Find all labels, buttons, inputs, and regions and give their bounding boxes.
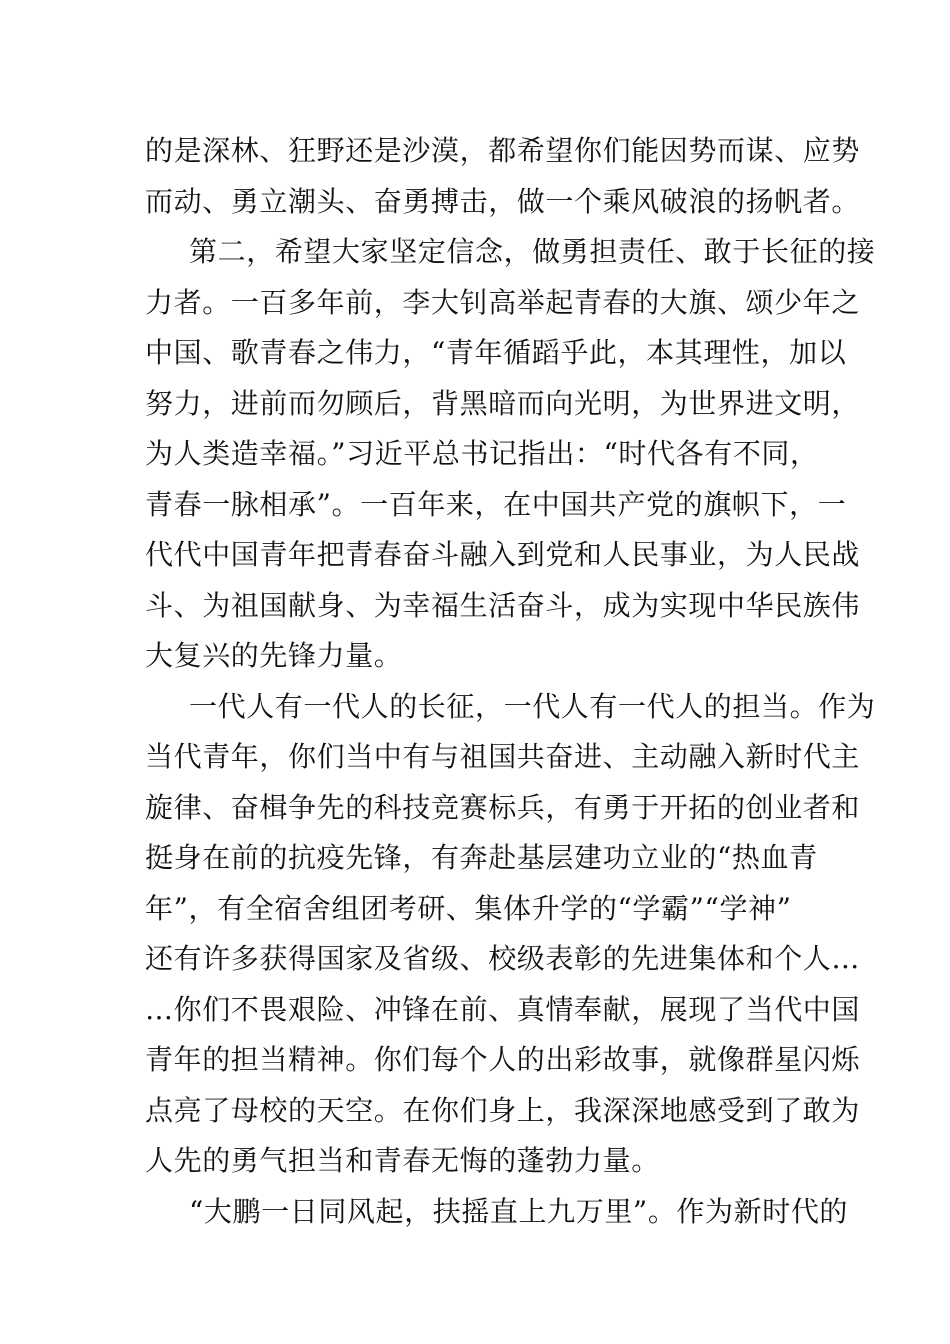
text-line: 大复兴的先锋力量。 — [145, 639, 403, 672]
text-line: 挺身在前的抗疫先锋，有奔赴基层建功立业的“热血青 — [145, 841, 818, 874]
text-line: 而动、勇立潮头、奋勇搏击，做一个乘风破浪的扬帆者。 — [145, 184, 861, 218]
text-line: “大鹏一日同风起，扶摇直上九万里”。作为新时代的 — [189, 1194, 849, 1228]
text-line: 青春一脉相承”。一百年来，在中国共产党的旗帜下，一 — [145, 487, 847, 521]
text-line: …你们不畏艰险、冲锋在前、真情奉献，展现了当代中国 — [145, 992, 861, 1026]
text-line: 代代中国青年把青春奋斗融入到党和人民事业，为人民战 — [145, 538, 861, 571]
text-line: 力者。一百多年前，李大钊高举起青春的大旗、颂少年之 — [145, 285, 861, 319]
text-line: 当代青年，你们当中有与祖国共奋进、主动融入新时代主 — [145, 740, 861, 773]
text-line: 还有许多获得国家及省级、校级表彰的先进集体和个人… — [145, 942, 861, 975]
text-line: 第二，希望大家坚定信念，做勇担责任、敢于长征的接 — [189, 235, 876, 268]
text-line: 为人类造幸福。”习近平总书记指出：“时代各有不同， — [145, 437, 819, 470]
document-body-text — [145, 126, 876, 1237]
text-line: 的是深林、狂野还是沙漠，都希望你们能因势而谋、应势 — [145, 134, 861, 167]
text-line: 一代人有一代人的长征，一代人有一代人的担当。作为 — [189, 689, 876, 723]
text-line: 斗、为祖国献身、为幸福生活奋斗，成为实现中华民族伟 — [145, 588, 861, 622]
text-line: 年”，有全宿舍组团考研、集体升学的“学霸”“学神” — [145, 891, 792, 925]
text-line: 努力，进前而勿顾后，背黑暗而向光明，为世界进文明， — [145, 386, 861, 420]
text-line: 青年的担当精神。你们每个人的出彩故事，就像群星闪烁 — [145, 1043, 861, 1076]
text-line: 中国、歌青春之伟力，“青年循蹈乎此，本其理性，加以 — [145, 336, 847, 369]
text-line: 旋律、奋楫争先的科技竞赛标兵，有勇于开拓的创业者和 — [145, 790, 861, 824]
text-line: 点亮了母校的天空。在你们身上，我深深地感受到了敢为 — [145, 1093, 861, 1127]
text-line: 人先的勇气担当和青春无悔的蓬勃力量。 — [145, 1144, 660, 1177]
